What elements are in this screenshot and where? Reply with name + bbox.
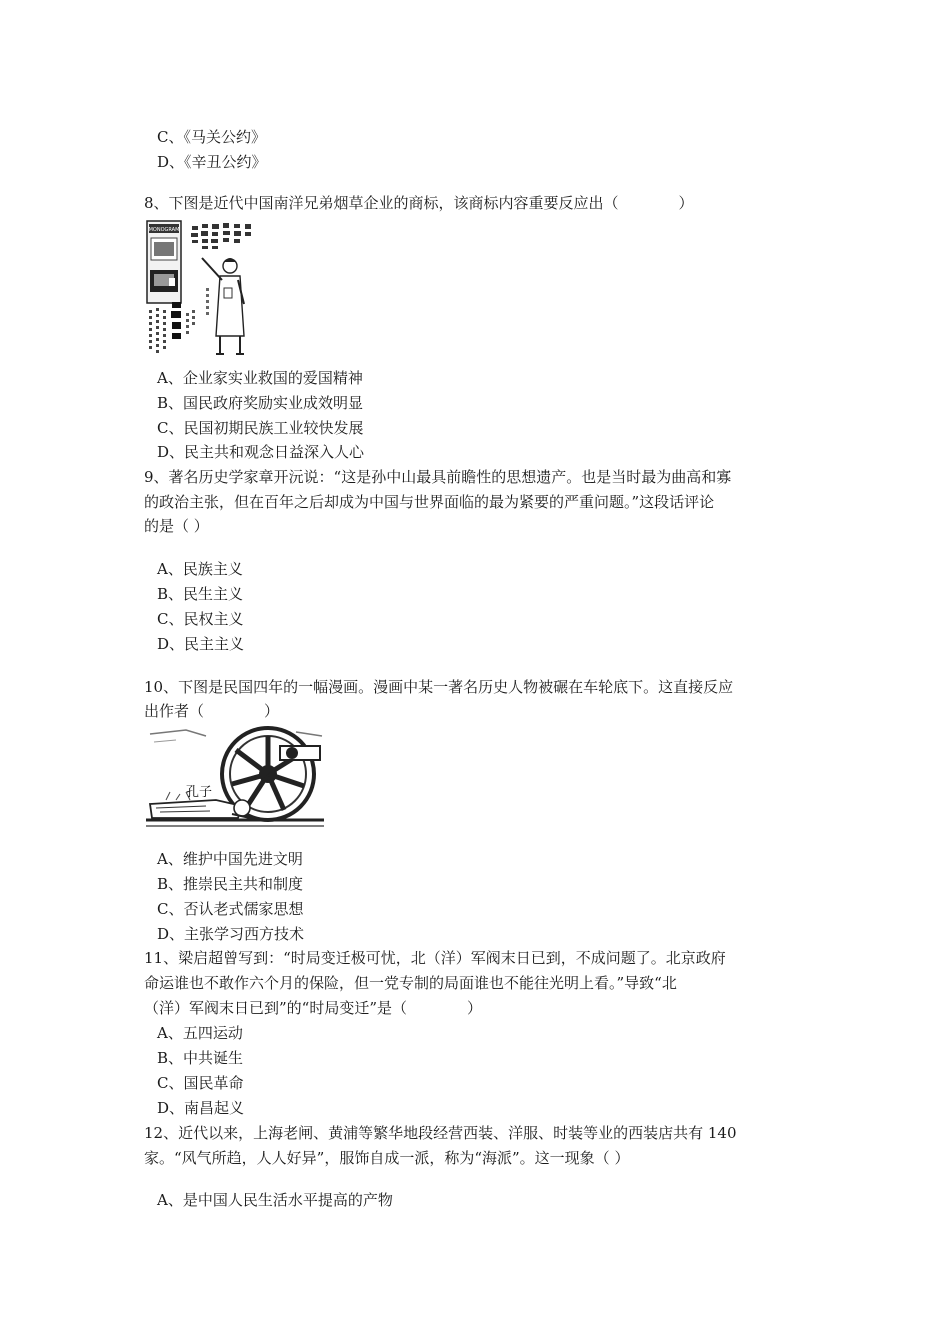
q10-stem-line-2: 出作者（ ）	[144, 702, 280, 720]
q9-option-c: C、民权主义	[157, 610, 244, 628]
q9-stem-line-3: 的是（ ）	[144, 517, 209, 535]
q10-option-a: A、维护中国先进文明	[157, 850, 303, 868]
q8-option-d: D、民主共和观念日益深入人心	[157, 443, 365, 461]
q9-option-b: B、民生主义	[157, 585, 244, 603]
q10-stem-line-1: 10、下图是民国四年的一幅漫画。漫画中某一著名历史人物被碾在车轮底下。这直接反应	[144, 678, 734, 696]
q12-option-a: A、是中国人民生活水平提高的产物	[157, 1191, 393, 1209]
q9-option-d: D、民主主义	[157, 635, 245, 653]
q10-cartoon-figure	[146, 722, 324, 836]
q11-option-a: A、五四运动	[157, 1024, 243, 1042]
q8-option-a: A、企业家实业救国的爱国精神	[157, 369, 363, 387]
q11-option-b: B、中共诞生	[157, 1049, 244, 1067]
train-wheel-cartoon-icon	[146, 722, 324, 836]
q12-stem-line-1: 12、近代以来，上海老闸、黄浦等繁华地段经营西装、洋服、时装等业的西装店共有 140	[144, 1124, 737, 1142]
q7-option-d: D、《辛丑公约》	[157, 153, 267, 171]
q9-stem-line-2: 的政治主张，但在百年之后却成为中国与世界面临的最为紧要的严重问题。”这段话评论	[144, 493, 715, 511]
q11-stem-line-3: （洋）军阀末日已到”的“时局变迁”是（ ）	[144, 999, 483, 1017]
q9-option-a: A、民族主义	[157, 560, 243, 578]
q8-option-c: C、民国初期民族工业较快发展	[157, 419, 364, 437]
q8-option-b: B、国民政府奖励实业成效明显	[157, 394, 364, 412]
q8-stem: 8、下图是近代中国南洋兄弟烟草企业的商标，该商标内容重要反应出（ ）	[144, 194, 694, 212]
q11-option-d: D、南昌起义	[157, 1099, 245, 1117]
q10-option-b: B、推崇民主共和制度	[157, 875, 304, 893]
q9-stem-line-1: 9、著名历史学家章开沅说：“这是孙中山最具前瞻性的思想遗产。也是当时最为曲高和寡	[144, 468, 732, 486]
cigarette-trademark-illustration-icon	[144, 218, 256, 360]
q8-trademark-figure	[144, 218, 256, 360]
q10-option-c: C、否认老式儒家思想	[157, 900, 304, 918]
q11-stem-line-2: 命运谁也不敢作六个月的保险，但一党专制的局面谁也不能往光明上看。”导致“北	[144, 974, 677, 992]
q12-stem-line-2: 家。“风气所趋，人人好异”，服饰自成一派，称为“海派”。这一现象（ ）	[144, 1149, 630, 1167]
q10-option-d: D、主张学习西方技术	[157, 925, 305, 943]
q7-option-c: C、《马关公约》	[157, 128, 266, 146]
pack-label: MONOGRAM	[148, 227, 180, 233]
cartoon-label: 孔子	[186, 785, 213, 800]
q11-option-c: C、国民革命	[157, 1074, 244, 1092]
q11-stem-line-1: 11、梁启超曾写到：“时局变迁极可忧，北（洋）军阀末日已到，不成问题了。北京政府	[144, 949, 726, 967]
